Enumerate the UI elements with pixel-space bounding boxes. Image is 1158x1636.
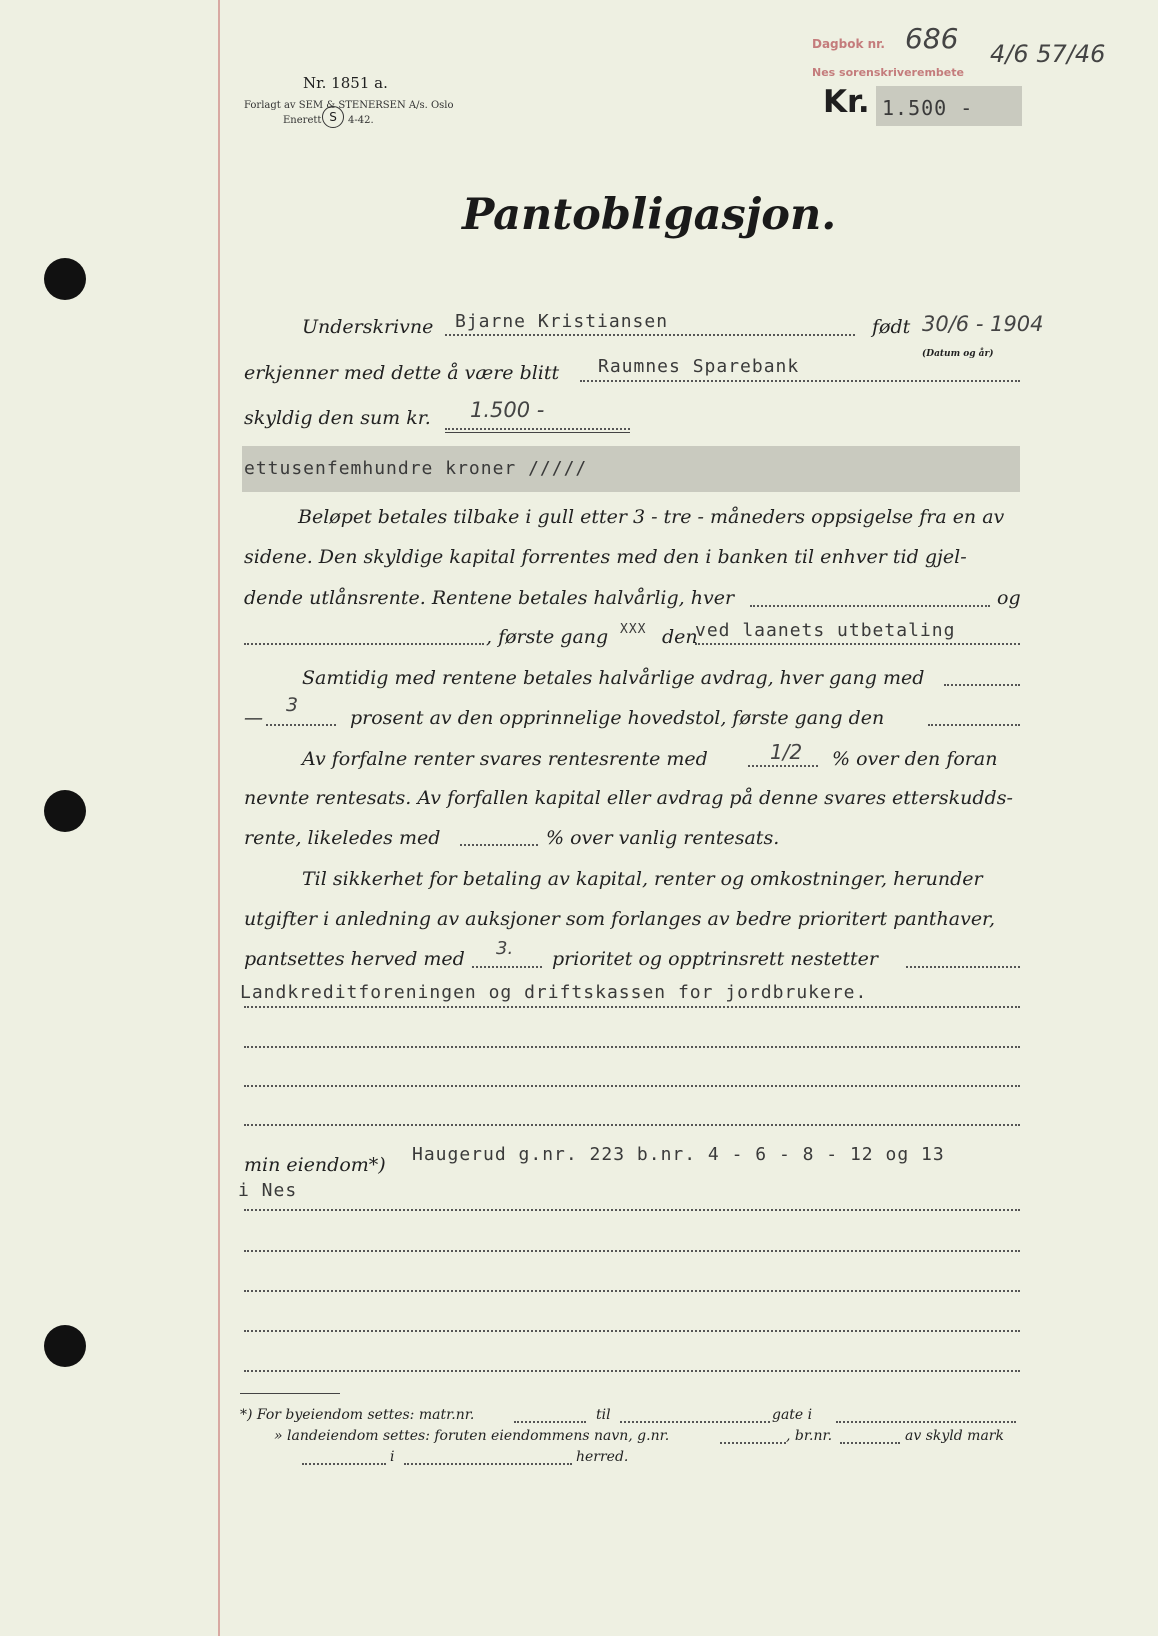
- footnote-rule: [240, 1393, 340, 1394]
- footnote-line3-dots-a: [302, 1463, 386, 1465]
- p2-line1-dots: [944, 684, 1020, 686]
- sum-dots: [445, 428, 630, 430]
- margin-line: [218, 0, 220, 1636]
- footnote-line1-dots-b: [620, 1421, 770, 1423]
- p3-value-dots: [748, 765, 818, 767]
- form-number: Nr. 1851 a.: [303, 74, 388, 92]
- p2-prefix: —: [244, 707, 263, 729]
- footnote-line2-dots-a: [720, 1442, 786, 1444]
- diary-number: 686: [905, 22, 959, 55]
- footnote-line2c: av skyld mark: [905, 1428, 1004, 1444]
- p1-line4b: den: [662, 626, 698, 648]
- sum-label: skyldig den sum kr.: [244, 407, 431, 429]
- stamp-office: Nes sorenskriverembete: [812, 66, 964, 79]
- p3-line1b: % over den foran: [832, 748, 998, 770]
- p4-line2: utgifter i anledning av auksjoner som forlanges av bedre prioritert panthaver,: [244, 908, 996, 930]
- undersigned-dots: [445, 334, 855, 336]
- property-dots-5: [244, 1370, 1020, 1372]
- footnote-line2b: , br.nr.: [786, 1428, 833, 1444]
- p2-line2-dots: [928, 724, 1020, 726]
- p3-line3b: % over vanlig rentesats.: [546, 827, 780, 849]
- born-hint: (Datum og år): [922, 349, 994, 359]
- p4-line3b: prioritet og opptrinsrett nestetter: [552, 948, 879, 970]
- publisher-date: 4-42.: [348, 115, 374, 126]
- p4-line1: Til sikkerhet for betaling av kapital, renter og omkostninger, herunder: [302, 868, 983, 890]
- undersigned-label: Underskrivne: [302, 316, 434, 338]
- sum-value: 1.500 -: [470, 398, 545, 422]
- p1-line3b: og: [997, 587, 1021, 609]
- p1-line1: Beløpet betales tilbake i gull etter 3 - tre - måneders oppsigelse fra en av: [298, 506, 1005, 528]
- born-label: født: [872, 316, 911, 338]
- p1-line4-strike: XXX: [620, 622, 647, 637]
- creditor-dots: [580, 380, 1020, 382]
- punch-hole-top: [44, 258, 86, 300]
- p1-line2: sidene. Den skyldige kapital forrentes med den i banken til enhver tid gjel-: [244, 546, 967, 568]
- property-dots-2: [244, 1250, 1020, 1252]
- sum-underline: [445, 432, 630, 433]
- p1-line3a: dende utlånsrente. Rentene betales halvårlig, hver: [244, 587, 735, 609]
- p1-line4-value-dots: [695, 643, 1020, 645]
- sum-words: ettusenfemhundre kroner /////: [244, 458, 588, 479]
- acknowledge-label: erkjenner med dette å være blitt: [244, 362, 560, 384]
- kr-label: Kr.: [823, 84, 870, 120]
- footnote-line1c: gate i: [772, 1407, 813, 1423]
- p4-value-dots: [472, 966, 542, 968]
- p4-line3-dots: [906, 966, 1020, 968]
- p1-line3-dots: [750, 605, 990, 607]
- blank-line-3: [244, 1124, 1020, 1126]
- p4-value: 3.: [496, 938, 514, 959]
- publisher-line: Forlagt av SEM & STENERSEN A/s. Oslo: [244, 100, 454, 111]
- p1-line4-dots: [244, 643, 484, 645]
- punch-hole-bottom: [44, 1325, 86, 1367]
- p2-value-dots: [266, 724, 336, 726]
- p3-value: 1/2: [770, 740, 803, 764]
- p2-line1: Samtidig med rentene betales halvårlige avdrag, hver gang med: [302, 667, 925, 689]
- footnote-line2-dots-b: [840, 1442, 900, 1444]
- property-dots-3: [244, 1290, 1020, 1292]
- footnote-line2a: » landeiendom settes: foruten eiendommens navn, g.nr.: [274, 1428, 670, 1444]
- footnote-line1a: *) For byeiendom settes: matr.nr.: [240, 1407, 475, 1423]
- footnote-line1b: til: [596, 1407, 611, 1423]
- footnote-line1-dots-c: [836, 1421, 1016, 1423]
- prior-holders-dots: [244, 1006, 1020, 1008]
- publisher-logo-icon: S: [322, 106, 344, 128]
- stamp-diary-label: Dagbok nr.: [812, 37, 885, 51]
- property-dots-1: [244, 1209, 1020, 1211]
- p2-line2: prosent av den opprinnelige hovedstol, første gang den: [350, 707, 885, 729]
- kr-amount: 1.500 -: [882, 96, 974, 120]
- prior-holders: Landkreditforeningen og driftskassen for jordbrukere.: [240, 982, 868, 1003]
- p3-line2: nevnte rentesats. Av forfallen kapital eller avdrag på denne svares etterskudds-: [244, 787, 1013, 809]
- property-value: Haugerud g.nr. 223 b.nr. 4 - 6 - 8 - 12 og 13: [412, 1144, 945, 1165]
- footnote-line3-dots-b: [404, 1463, 572, 1465]
- undersigned-name: Bjarne Kristiansen: [455, 311, 669, 332]
- publisher-rights: Enerett: [283, 115, 322, 126]
- p3-line3a: rente, likeledes med: [244, 827, 441, 849]
- property-line2: i Nes: [238, 1180, 298, 1201]
- punch-hole-middle: [44, 790, 86, 832]
- p1-line4-value: ved laanets utbetaling: [695, 620, 956, 641]
- creditor-name: Raumnes Sparebank: [598, 356, 800, 377]
- p2-value: 3: [286, 694, 299, 716]
- blank-line-1: [244, 1046, 1020, 1048]
- footnote-line3b: herred.: [576, 1449, 629, 1465]
- footnote-line3a: i: [390, 1449, 395, 1465]
- diary-date: 4/6 57/46: [990, 40, 1106, 68]
- footnote-line1-dots-a: [514, 1421, 586, 1423]
- property-dots-4: [244, 1330, 1020, 1332]
- p3-line3-dots: [460, 844, 538, 846]
- property-label: min eiendom*): [244, 1154, 386, 1176]
- blank-line-2: [244, 1085, 1020, 1087]
- p4-line3a: pantsettes herved med: [244, 948, 465, 970]
- p3-line1a: Av forfalne renter svares rentesrente med: [302, 748, 708, 770]
- document-title: Pantobligasjon.: [462, 190, 837, 240]
- born-date: 30/6 - 1904: [922, 312, 1044, 336]
- p1-line4a: , første gang: [486, 626, 609, 648]
